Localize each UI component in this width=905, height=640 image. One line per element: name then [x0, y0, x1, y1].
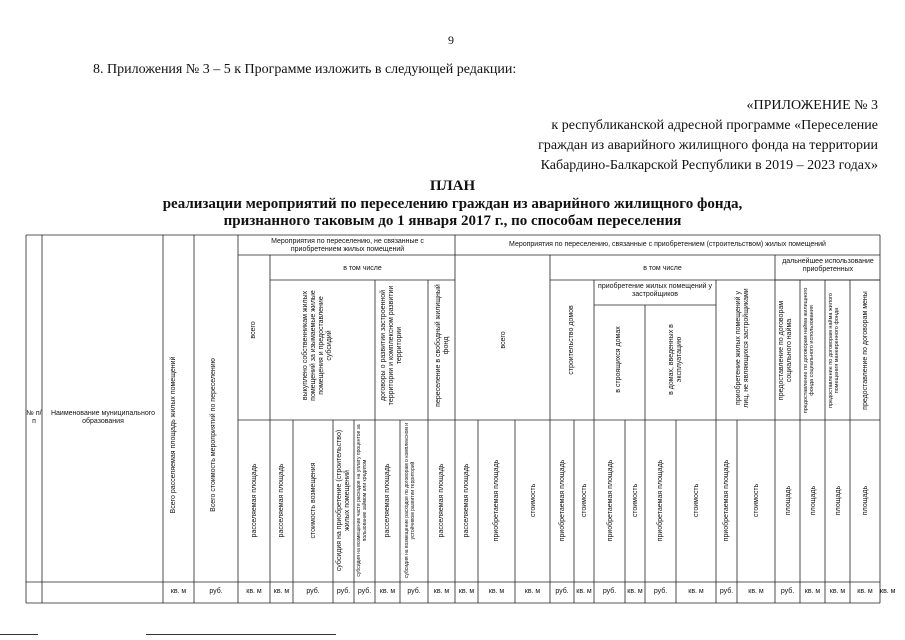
sub-acquired-area: приобретаемая площадь	[493, 459, 500, 542]
col-name-header: Наименование муниципального образования	[50, 410, 156, 425]
sub-cost-2: стоимость	[632, 483, 639, 518]
unit-cell: кв. м	[246, 588, 262, 595]
unit-cell: кв. м	[748, 588, 764, 595]
unit-cell: кв. м	[627, 588, 643, 595]
group-not-related-header: Мероприятия по переселению, не связанные с приобретением жилых помещений	[271, 238, 424, 253]
further-use-header: дальнейшее использование приобретенных	[782, 258, 874, 273]
unit-cell: кв. м	[688, 588, 704, 595]
unit-cell: руб.	[780, 588, 795, 595]
sub-dev-cost: субсидия на возмещение расходов по договорам о комплексном и устойчивом развитии территорий	[404, 423, 416, 578]
unit-cell: кв. м	[458, 588, 475, 595]
col-total-area-header: Всего расселяемая площадь жилых помещений	[170, 356, 177, 514]
buyout-header: выкуплено собственникам жилых помещений за изымаемые жилые помещения и предоставление субсидий	[302, 290, 333, 401]
sub-area-3: площадь	[835, 485, 842, 516]
col-total-cost-header: Всего стоимость мероприятий по переселению	[210, 358, 217, 512]
group-related-header: Мероприятия по переселению, связанные с приобретением (строительством) жилых помещений	[509, 241, 826, 248]
construction-header: строительство домов	[568, 305, 575, 375]
unit-cell: руб.	[653, 588, 668, 595]
sub-cost: стоимость	[530, 483, 537, 518]
sub-resettled-area-c: расселяемая площадь	[384, 463, 391, 538]
sub-compensation-cost: стоимость возмещения	[310, 462, 317, 539]
unit-cell: кв. м	[379, 588, 396, 595]
sub-cost-3: стоимость	[693, 483, 700, 518]
social-lease-header: предоставление по договорам социального найма	[778, 300, 793, 401]
incl-header-1: в том числе	[343, 265, 382, 272]
subtitle-line: признанного таковым до 1 января 2017 г., по способам переселения	[223, 213, 682, 229]
sub-cost-1: стоимость	[581, 483, 588, 518]
unit-cell: кв. м	[576, 588, 592, 595]
social-use-header: предоставление по договорам найма жилищного фонда социального использования	[803, 287, 815, 414]
paragraph-8: 8. Приложения № 3 – 5 к Программе изложить в следующей редакции:	[93, 62, 517, 77]
sub-area-1: площадь	[785, 485, 792, 516]
sub-resettled-area-e: расселяемая площадь	[463, 463, 470, 538]
incl-header-2: в том числе	[643, 265, 682, 272]
sub-resettled-area-d: расселяемая площадь	[438, 463, 445, 538]
footer-rule	[0, 634, 38, 635]
unit-cell: руб.	[719, 588, 734, 595]
unit-cell: кв. м	[857, 588, 873, 595]
subtitle-line: реализации мероприятий по переселению граждан из аварийного жилищного фонда,	[162, 196, 743, 212]
unit-cell: руб.	[555, 588, 569, 595]
exchange-header: предоставление по договорам мены	[862, 291, 869, 410]
sub-acq-area-4: приобретаемая площадь	[723, 459, 730, 542]
unit-cell: руб.	[336, 588, 351, 595]
appendix-line: к республиканской адресной программе «Переселение	[551, 118, 878, 133]
unit-cell: кв. м	[804, 588, 821, 595]
commercial-lease-header: предоставление по договорам найма жилого помещения маневренного фонда	[828, 293, 840, 408]
appendix-line: граждан из аварийного жилищного фонда на территории	[538, 138, 878, 153]
unit-cell: руб.	[306, 588, 320, 595]
sub-resettled-area: расселяемая площадь	[251, 463, 258, 538]
dev-contracts-header: договоры о развитии застроенной территории и комплексном развитии территории	[380, 285, 403, 406]
plan-title: ПЛАН	[429, 178, 476, 194]
sub-resettled-area-b: расселяемая площадь	[278, 463, 285, 538]
total-2-header: всего	[500, 331, 507, 349]
page-number: 9	[448, 33, 454, 47]
unit-cell: кв. м	[880, 588, 896, 595]
unit-cell: руб.	[209, 588, 223, 595]
unit-cell: кв. м	[524, 588, 541, 595]
unit-cell: руб.	[357, 588, 372, 595]
acq-from-dev-header: приобретение жилых помещений у застройщиков	[598, 283, 712, 298]
sub-area-4: площадь	[862, 485, 869, 516]
unit-cell: кв. м	[829, 588, 846, 595]
col-number-header: № п/п	[26, 410, 42, 425]
acq-from-nondev-header: приобретение жилых помещений у лиц, не являющихся застройщиками	[735, 288, 750, 408]
in-construction-header: в строящихся домах	[615, 326, 622, 393]
sub-acq-area-1: приобретаемая площадь	[559, 459, 566, 542]
in-commissioned-header: в домах, введенных в эксплуатацию	[668, 324, 683, 395]
sub-subsidy-note: субсидия на возмещение части расходов на уплату процентов за пользование займом или кредитом	[356, 424, 368, 577]
appendix-line: Кабардино-Балкарской Республики в 2019 – 2023 годах»	[540, 158, 878, 173]
sub-acq-area-2: приобретаемая площадь	[607, 459, 614, 542]
unit-cell: кв. м	[433, 588, 450, 595]
unit-cell: кв. м	[170, 588, 187, 595]
appendix-line: «ПРИЛОЖЕНИЕ № 3	[746, 98, 878, 113]
footer-rule	[146, 634, 336, 635]
sub-subsidy: субсидия на приобретение (строительство) жилых помещений	[336, 429, 351, 572]
unit-cell: руб.	[602, 588, 617, 595]
sub-area-2: площадь	[810, 485, 817, 516]
total-1-header: всего	[250, 321, 257, 339]
sub-cost-4: стоимость	[753, 483, 760, 518]
unit-cell: кв. м	[273, 588, 290, 595]
unit-cell: руб.	[407, 588, 421, 595]
sub-acq-area-3: приобретаемая площадь	[657, 459, 664, 542]
unit-cell: кв. м	[488, 588, 505, 595]
resettle-free-header: переселение в свободный жилищный фонд	[435, 284, 450, 407]
